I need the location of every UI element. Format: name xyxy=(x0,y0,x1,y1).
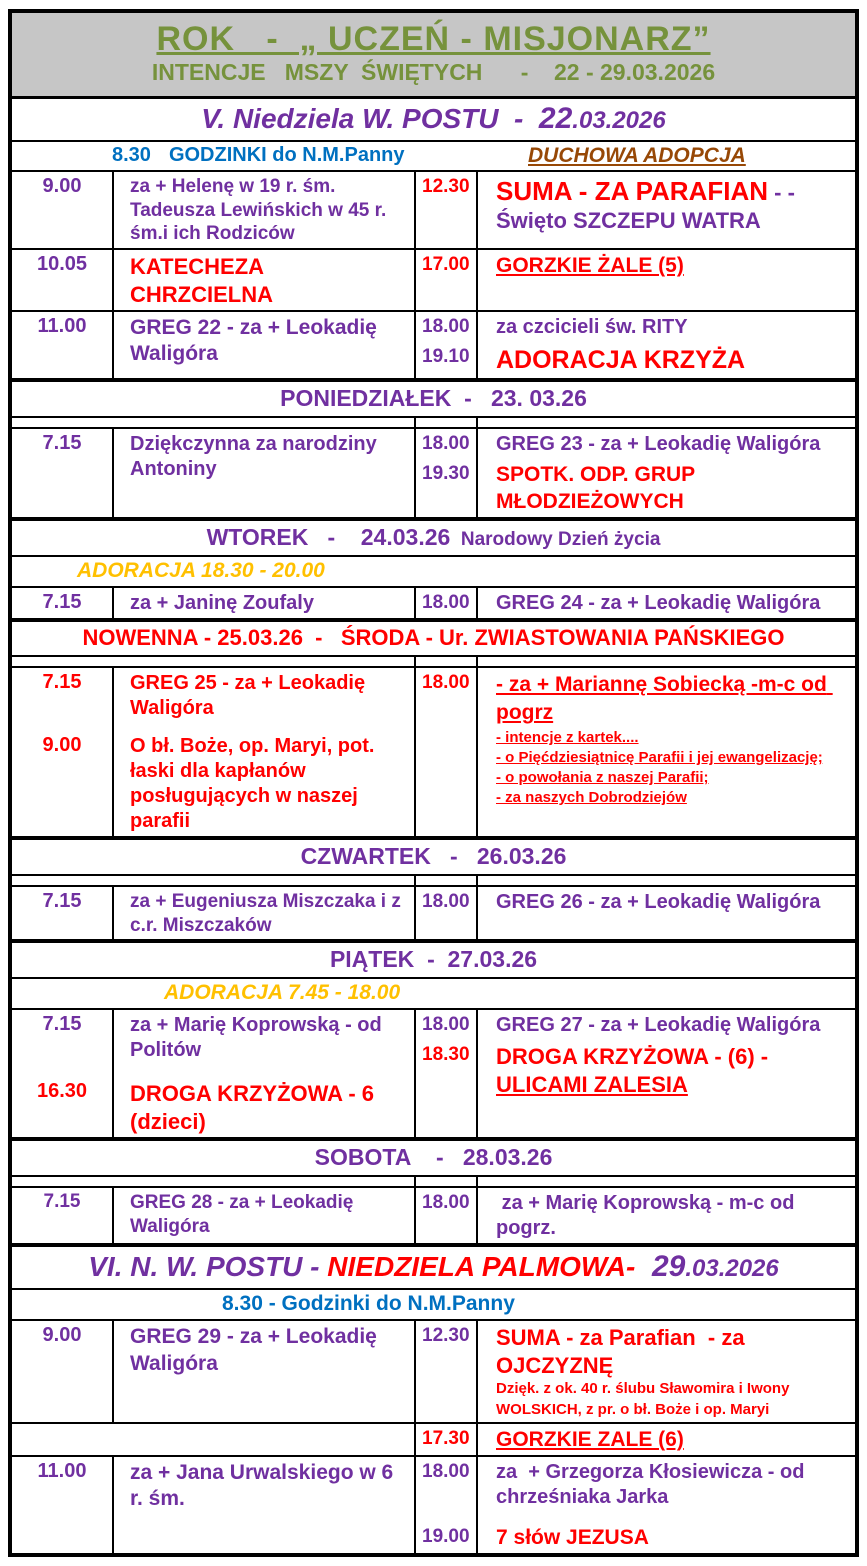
intention-text: za + Helenę w 19 r. śm. Tadeusza Lewińskich w 45 r. śm.i ich Rodziców xyxy=(130,175,392,245)
left-cell xyxy=(12,312,414,378)
intention-text: za czcicieli św. RITY xyxy=(496,316,688,339)
right-cell xyxy=(414,1321,855,1422)
intention-text: SUMA - za Parafian - za OJCZYZNĘ Dzięk. z ok. 40 r. ślubu Sławomira i Iwony WOLSKICH, z pr. o bł. Boże i op. Maryi xyxy=(496,1325,794,1418)
time: 8.30 xyxy=(112,143,151,166)
time: 17.30 xyxy=(422,1427,470,1449)
time: 7.15 xyxy=(42,432,82,455)
intention-text: za + Janinę Zoufaly xyxy=(130,591,314,614)
section-sunday-v-lent xyxy=(12,99,855,379)
time: 11.00 xyxy=(37,315,87,338)
intention-text: KATECHEZA CHRZCIELNA xyxy=(130,254,273,307)
time: 18.30 xyxy=(422,1044,470,1066)
time: 19.30 xyxy=(422,463,470,485)
time: 18.00 xyxy=(422,316,470,338)
intention-text: GREG 26 - za + Leokadię Waligóra xyxy=(496,890,821,913)
time: 12.30 xyxy=(422,1325,470,1347)
time: 7.15 xyxy=(42,1013,82,1036)
intention-text: za + Jana Urwalskiego w 6 r. śm. xyxy=(130,1461,400,1511)
time: 18.00 xyxy=(422,591,470,613)
left-cell xyxy=(12,429,414,517)
intention-text: DROGA KRZYŻOWA - 6 (dzieci) xyxy=(130,1081,381,1134)
time: 10.05 xyxy=(36,253,88,276)
day-date: .03.2026 xyxy=(572,106,666,134)
day-header: PONIEDZIAŁEK - 23. 03.26 xyxy=(280,385,587,412)
intention-text: GODZINKI do N.M.Panny xyxy=(168,143,405,166)
adoration-row xyxy=(12,977,855,1008)
intention-text: Dziękczynna za narodziny Antoniny xyxy=(130,433,382,481)
time: 9.00 xyxy=(42,174,82,197)
intention-text: GREG 23 - za + Leokadię Waligóra xyxy=(496,433,821,456)
right-cell xyxy=(414,172,855,248)
day-number: 29 xyxy=(635,1250,686,1284)
intention-row xyxy=(12,310,855,378)
section-wednesday-novena xyxy=(12,618,855,836)
column-divider xyxy=(476,172,478,248)
intention-row xyxy=(12,170,855,248)
section-monday xyxy=(12,378,855,517)
time: 16.30 xyxy=(36,1080,88,1103)
right-cell xyxy=(414,1188,855,1243)
time: 9.00 xyxy=(42,1324,82,1347)
intention-text: SPOTK. ODP. GRUP MŁODZIEŻOWYCH xyxy=(496,463,701,513)
right-cell xyxy=(414,668,855,836)
intention-text: GORZKIE ŻALE (5) xyxy=(496,254,684,278)
intention-row xyxy=(12,1186,855,1243)
intention-text: GREG 25 - za + Leokadię Waligóra xyxy=(130,671,371,719)
left-cell xyxy=(12,1321,414,1422)
right-cell xyxy=(414,250,855,310)
day-header: SOBOTA - 28.03.26 xyxy=(314,1144,553,1171)
masthead xyxy=(12,13,855,99)
intention-text: za + Grzegorza Kłosiewicza - od chrześniaka Jarka xyxy=(496,1461,810,1509)
intention-text: za + Marię Koprowską - od Politów xyxy=(130,1014,388,1062)
day-header xyxy=(12,521,855,555)
left-cell xyxy=(12,1188,414,1243)
time: 12.30 xyxy=(422,175,470,197)
day-note: Narodowy Dzień życia xyxy=(450,528,661,550)
intention-text: za + Marię Koprowską - m-c od pogrz. xyxy=(496,1192,800,1240)
intention-row xyxy=(12,1319,855,1422)
right-cell xyxy=(414,1010,855,1137)
intention-row xyxy=(12,885,855,940)
intention-text: GREG 28 - za + Leokadię Waligóra xyxy=(130,1192,359,1238)
godzinki-row xyxy=(12,1288,855,1319)
intention-text: GREG 24 - za + Leokadię Waligóra xyxy=(496,591,821,614)
left-cell xyxy=(12,668,414,836)
column-divider xyxy=(112,172,114,248)
left-cell xyxy=(12,887,414,940)
intention-text: GREG 22 - za + Leokadię Waligóra xyxy=(130,316,383,366)
column-divider xyxy=(414,172,416,248)
left-cell xyxy=(12,588,414,618)
day-number: 22 xyxy=(538,101,573,135)
time: 18.00 xyxy=(422,1014,470,1036)
time: 7.15 xyxy=(42,670,82,693)
left-cell xyxy=(12,1424,414,1455)
day-title: V. Niedziela W. POSTU - xyxy=(201,102,539,134)
time: 11.00 xyxy=(37,1460,87,1483)
godzinki xyxy=(12,144,514,168)
spacer-row xyxy=(12,1175,855,1186)
intention-text: DROGA KRZYŻOWA - (6) - ULICAMI ZALESIA xyxy=(496,1044,787,1098)
section-friday xyxy=(12,939,855,1137)
intention-row xyxy=(12,1422,855,1455)
day-header: NOWENNA - 25.03.26 - ŚRODA - Ur. ZWIASTOWANIA PAŃSKIEGO xyxy=(82,624,785,650)
time: 7.15 xyxy=(42,590,82,613)
adoration-text: ADORACJA 18.30 - 20.00 xyxy=(77,558,325,582)
spacer-row xyxy=(12,655,855,666)
day-title: WTOREK - 24.03.26 xyxy=(206,523,451,550)
intention-text: GORZKIE ZALE (6) xyxy=(496,1427,684,1451)
intention-text: O bł. Boże, op. Maryi, pot. łaski dla kapłanów posługujących w naszej parafii xyxy=(130,734,381,832)
section-saturday xyxy=(12,1137,855,1243)
intention-row xyxy=(12,248,855,310)
left-cell xyxy=(12,250,414,310)
intention-text: ADORACJA KRZYŻA xyxy=(496,346,746,375)
intention-text: za + Eugeniusza Miszczaka i z c.r. Miszczaków xyxy=(130,890,407,936)
time: 18.00 xyxy=(422,890,470,912)
intention-row xyxy=(12,1455,855,1553)
intention-text: - za + Mariannę Sobiecką -m-c od pogrz - intencje z kartek.... - o Pięćdziesiątnicę Parafii i jej ewangelizację; - o powołania z naszej Parafii; - za naszych Dobrodziejów xyxy=(496,672,833,807)
intention-row xyxy=(12,586,855,618)
section-tuesday xyxy=(12,517,855,618)
masthead-title: ROK - „ UCZEŃ - MISJONARZ” xyxy=(156,20,711,58)
day-header: CZWARTEK - 26.03.26 xyxy=(300,842,567,869)
intention-row xyxy=(12,666,855,836)
right-cell xyxy=(414,1457,855,1553)
spacer-row xyxy=(12,416,855,427)
intention-text: 8.30 - Godzinki do N.M.Panny xyxy=(222,1292,515,1316)
day-header: PIĄTEK - 27.03.26 xyxy=(329,946,538,973)
intention-text: DUCHOWA ADOPCJA xyxy=(528,143,746,167)
time: 7.15 xyxy=(42,889,82,912)
right-cell xyxy=(414,588,855,618)
row-godzinki-adopcja xyxy=(12,140,855,170)
day-header xyxy=(12,1247,855,1288)
time: 18.00 xyxy=(422,1192,470,1214)
time: 19.00 xyxy=(422,1526,470,1548)
right-cell xyxy=(414,429,855,517)
adopcja xyxy=(514,144,855,168)
time: 7.15 xyxy=(43,1191,81,1213)
left-cell xyxy=(12,1010,414,1137)
time: 19.10 xyxy=(422,346,470,368)
section-palm-sunday xyxy=(12,1243,855,1553)
time: 18.00 xyxy=(422,433,470,455)
day-header xyxy=(12,99,855,140)
right-cell xyxy=(414,887,855,940)
intention-text: GREG 27 - za + Leokadię Waligóra xyxy=(496,1014,821,1037)
adoration-row xyxy=(12,555,855,586)
time: 18.00 xyxy=(422,1461,470,1483)
bulletin-document xyxy=(8,9,859,1557)
time: 18.00 xyxy=(422,671,470,693)
time: 9.00 xyxy=(42,733,82,756)
masthead-subtitle: INTENCJE MSZY ŚWIĘTYCH - 22 - 29.03.2026 xyxy=(151,59,716,86)
adoration-text: ADORACJA 7.45 - 18.00 xyxy=(164,981,401,1005)
intention-text: GREG 29 - za + Leokadię Waligóra xyxy=(130,1325,383,1375)
right-cell xyxy=(414,1424,855,1455)
time: 17.00 xyxy=(422,254,470,276)
intention-text: 7 słów JEZUSA xyxy=(496,1526,649,1550)
left-cell xyxy=(12,172,414,248)
intention-row xyxy=(12,1008,855,1137)
right-cell xyxy=(414,312,855,378)
spacer-row xyxy=(12,874,855,885)
day-title: VI. N. W. POSTU - xyxy=(88,1251,328,1283)
section-thursday xyxy=(12,836,855,940)
left-cell xyxy=(12,1457,414,1553)
intention-text: SUMA - ZA PARAFIAN - - Święto SZCZEPU WATRA xyxy=(496,175,802,234)
day-date: .03.2026 xyxy=(685,1255,779,1283)
day-title-red: NIEDZIELA PALMOWA- xyxy=(327,1251,636,1283)
intention-row xyxy=(12,427,855,517)
